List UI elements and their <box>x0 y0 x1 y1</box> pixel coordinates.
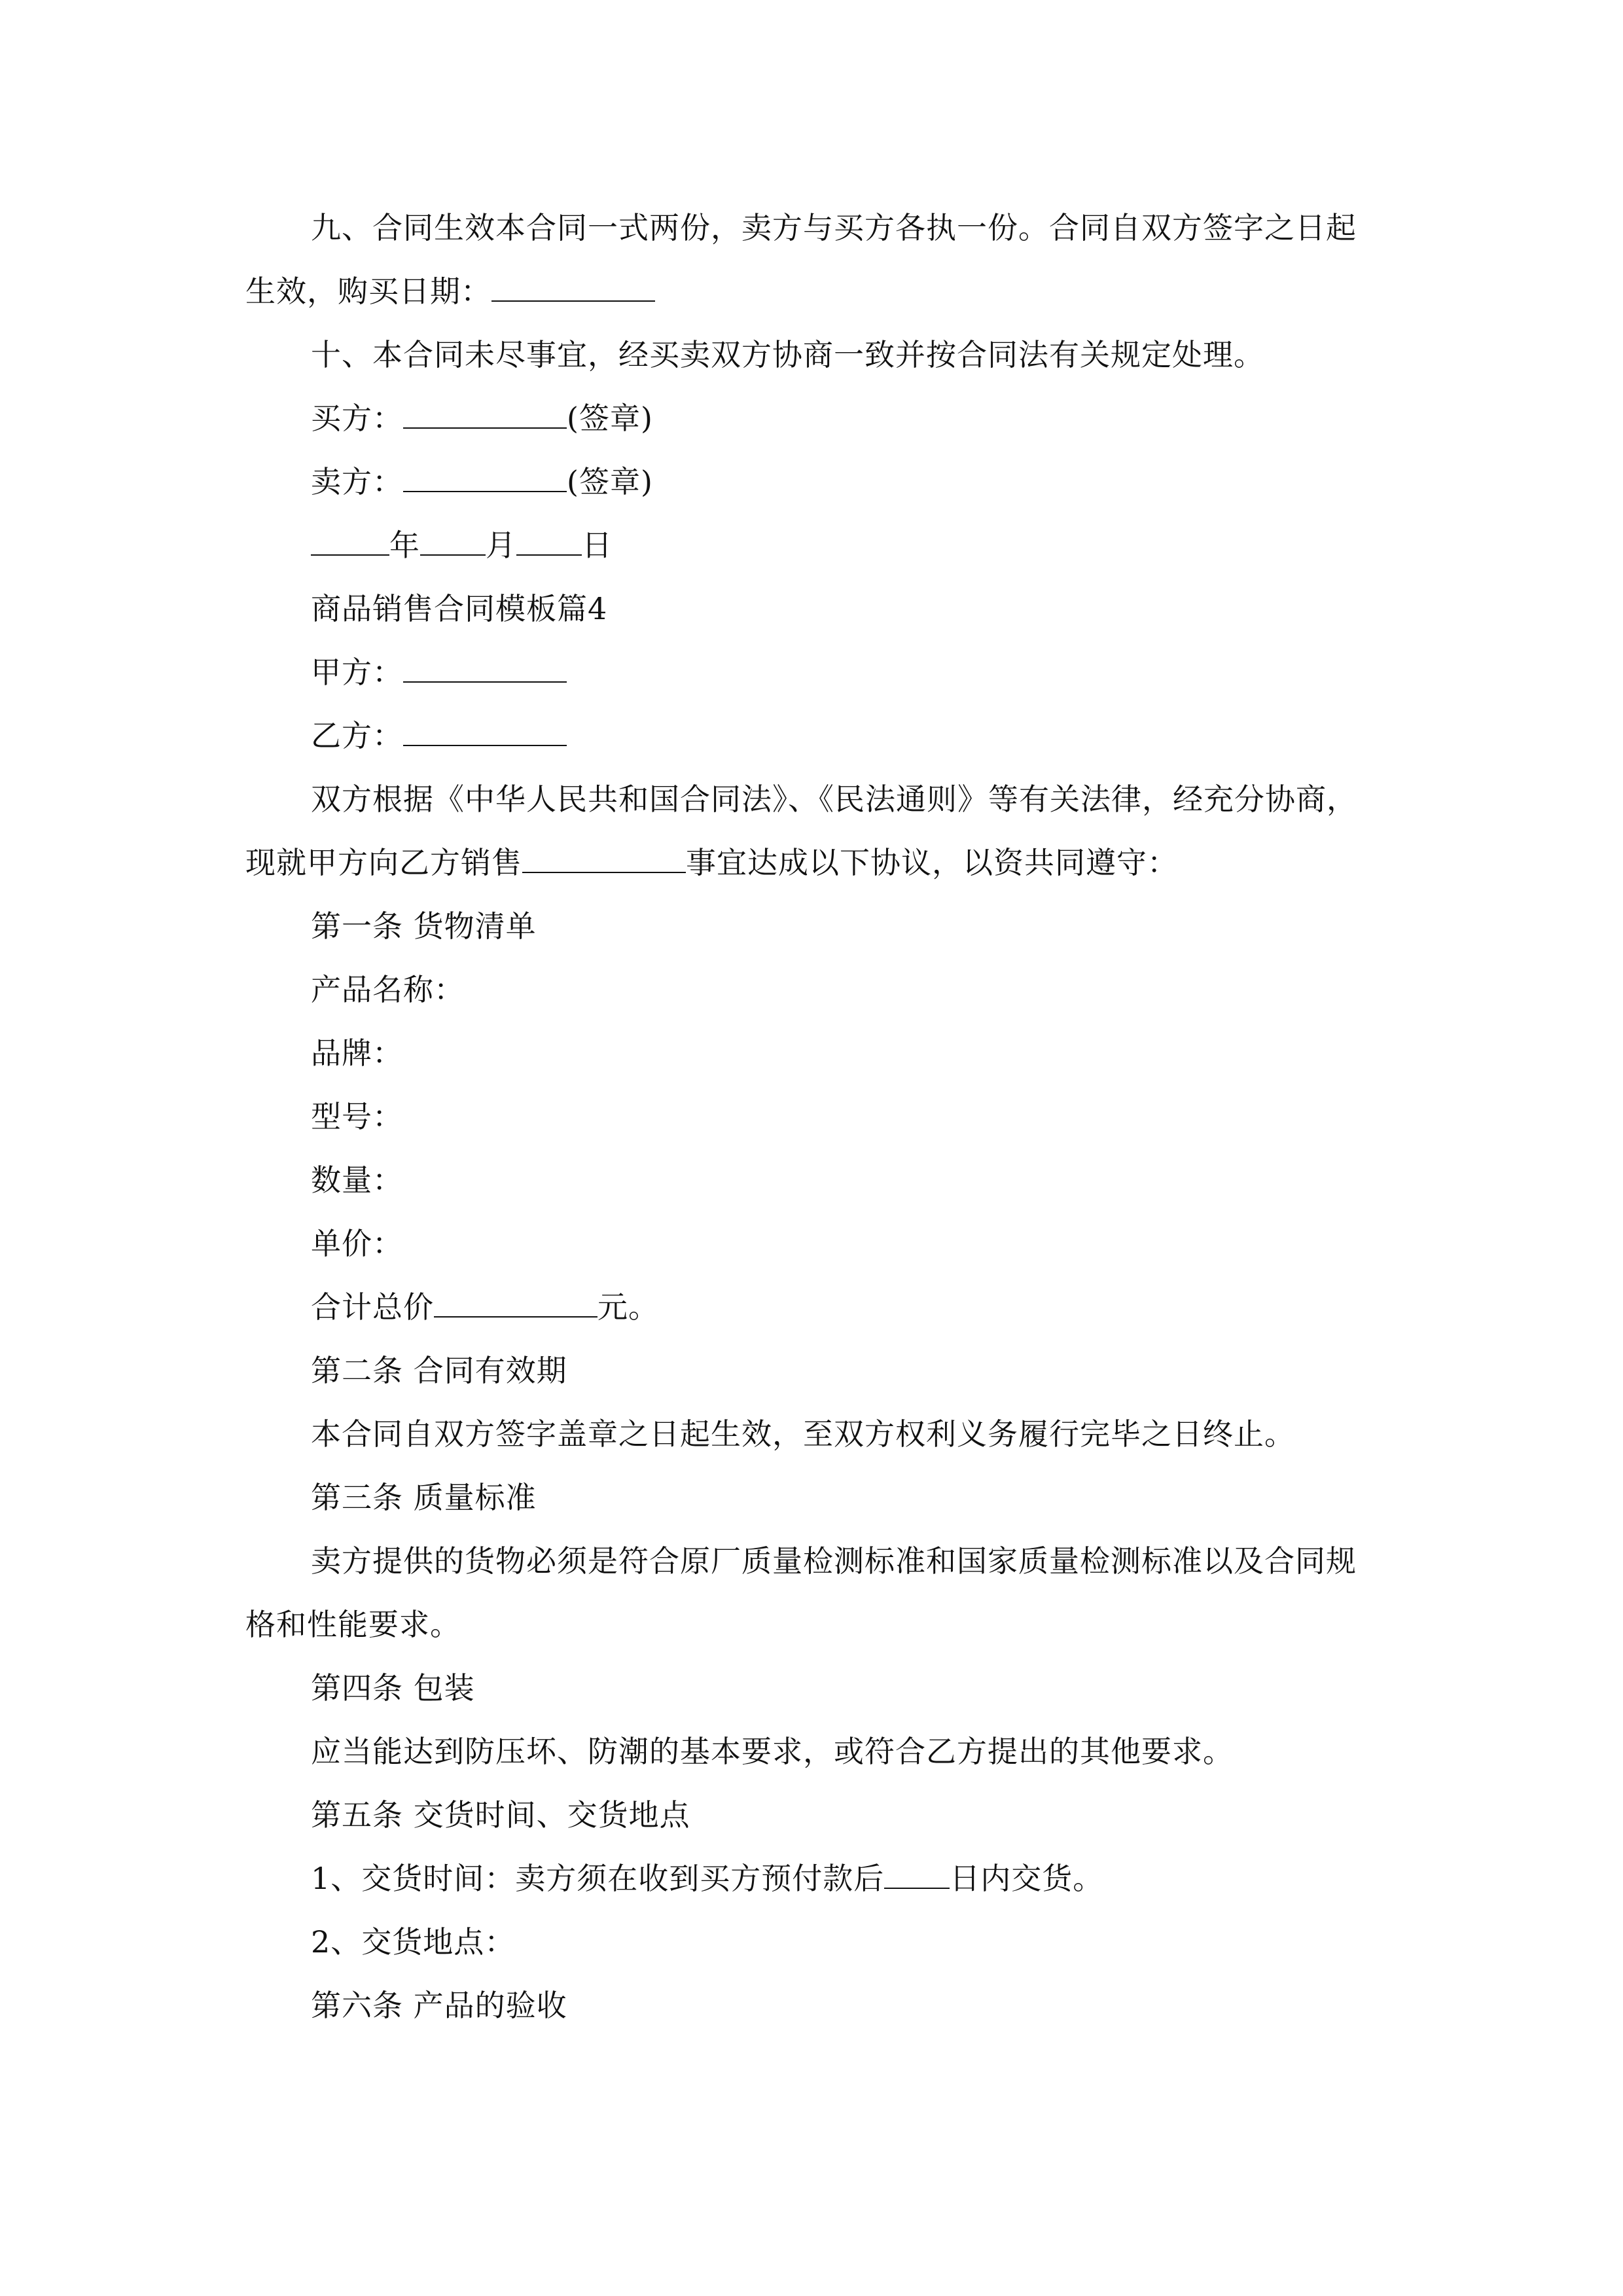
party-b-line <box>245 704 1378 768</box>
product-name-line: 产品名称： <box>311 972 465 1007</box>
month-label: 月 <box>486 528 516 563</box>
document-body <box>245 196 1378 2037</box>
day-label: 日 <box>582 528 613 563</box>
article-six-title: 第六条 产品的验收 <box>311 1988 567 2023</box>
article-five-title: 第五条 交货时间、交货地点 <box>311 1797 690 1833</box>
article-two-title: 第二条 合同有效期 <box>311 1353 567 1388</box>
article-one-title: 第一条 货物清单 <box>311 908 537 944</box>
delivery-time-line <box>245 1847 1378 1910</box>
purchase-date-blank <box>491 278 655 302</box>
total-blank <box>434 1294 597 1318</box>
unit-price-line: 单价： <box>311 1226 403 1261</box>
delivery-time-text: 1、交货时间：卖方须在收到买方预付款后 <box>311 1861 885 1896</box>
section-title: 商品销售合同模板篇4 <box>311 591 608 626</box>
intro-text-b: 事宜达成以下协议，以资共同遵守： <box>686 845 1178 880</box>
buyer-signature-line <box>245 387 1378 450</box>
article-three-body: 卖方提供的货物必须是符合原厂质量检测标准和国家质量检测标准以及合同规格和性能要求。 <box>245 1543 1357 1642</box>
seller-label: 卖方： <box>311 464 403 499</box>
clause-ten: 十、本合同未尽事宜，经买卖双方协商一致并按合同法有关规定处理。 <box>311 337 1264 372</box>
seller-blank <box>403 469 567 492</box>
seller-seal: (签章) <box>567 464 653 499</box>
seller-signature-line <box>245 450 1378 514</box>
delivery-days-blank <box>884 1865 950 1889</box>
article-three-title: 第三条 质量标准 <box>311 1480 537 1515</box>
delivery-place-line: 2、交货地点： <box>311 1924 516 1960</box>
party-a-blank <box>403 659 567 683</box>
quantity-line: 数量： <box>311 1162 403 1198</box>
goods-blank <box>522 850 686 873</box>
intro-paragraph <box>245 768 1378 895</box>
day-blank <box>516 532 582 556</box>
month-blank <box>420 532 486 556</box>
buyer-label: 买方： <box>311 401 403 436</box>
party-a-line <box>245 641 1378 704</box>
year-label: 年 <box>389 528 420 563</box>
party-a-label: 甲方： <box>311 655 403 690</box>
clause-nine <box>245 196 1378 323</box>
clause-nine-text: 九、合同生效本合同一式两份，卖方与买方各执一份。合同自双方签字之日起生效，购买日期： <box>245 210 1357 309</box>
total-unit: 元。 <box>597 1289 659 1325</box>
total-price-line <box>245 1276 1378 1339</box>
article-two-body: 本合同自双方签字盖章之日起生效，至双方权利义务履行完毕之日终止。 <box>311 1416 1295 1452</box>
article-four-title: 第四条 包装 <box>311 1670 475 1706</box>
model-line: 型号： <box>311 1099 403 1134</box>
party-b-blank <box>403 723 567 746</box>
date-line <box>245 514 1378 577</box>
year-blank <box>311 532 389 556</box>
total-label: 合计总价 <box>311 1289 434 1325</box>
buyer-seal: (签章) <box>567 401 653 436</box>
party-b-label: 乙方： <box>311 718 403 753</box>
brand-line: 品牌： <box>311 1035 403 1071</box>
delivery-time-suffix: 日内交货。 <box>950 1861 1104 1896</box>
intro-text-a: 双方根据《中华人民共和国合同法》、《民法通则》等有关法律，经充分协商，现就甲方向乙方销售 <box>245 781 1357 880</box>
article-four-body: 应当能达到防压坏、防潮的基本要求，或符合乙方提出的其他要求。 <box>311 1734 1234 1769</box>
buyer-blank <box>403 405 567 429</box>
